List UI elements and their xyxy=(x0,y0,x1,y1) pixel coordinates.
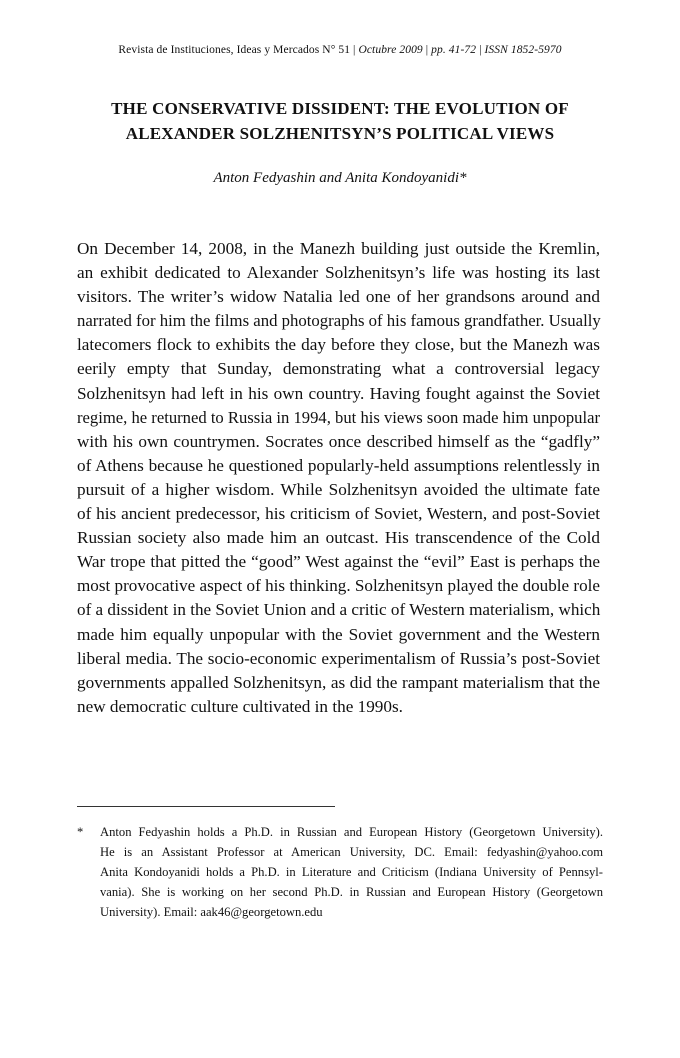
body-line: regime, he returned to Russia in 1994, but his views soon made him unpopular xyxy=(77,407,600,427)
body-line: most provocative aspect of his thinking. Solzhenitsyn played the double role xyxy=(77,576,600,596)
body-line: new democratic culture cultivated in the 1990s. xyxy=(77,696,403,716)
footnote-line: He is an Assistant Professor at American University, DC. Email: fedyashin@yahoo.com xyxy=(100,844,603,859)
body-line: eerily empty that Sunday, demonstrating what a controversial legacy xyxy=(77,359,600,379)
title-line-2: ALEXANDER SOLZHENITSYN’S POLITICAL VIEWS xyxy=(125,124,555,143)
body-line: an exhibit dedicated to Alexander Solzhenitsyn’s life was hosting its last xyxy=(77,263,600,283)
body-line: Russian society also made him an outcast. His transcendence of the Cold xyxy=(77,528,600,548)
body-line: made him equally unpopular with the Soviet government and the Western xyxy=(77,624,600,644)
body-line: narrated for him the films and photographs of his famous grandfather. Usually xyxy=(77,311,601,331)
separator: | xyxy=(350,44,359,56)
body-line: with his own countrymen. Socrates once described himself as the “gadfly” xyxy=(77,431,600,451)
footnote-line: Anton Fedyashin holds a Ph.D. in Russian and European History (Georgetown University). xyxy=(100,825,603,839)
body-line: Solzhenitsyn had left in his own country. Having fought against the Soviet xyxy=(77,383,600,403)
footnote-marker: * xyxy=(77,825,84,839)
running-head xyxy=(0,44,680,56)
body-line: On December 14, 2008, in the Manezh building just outside the Kremlin, xyxy=(77,239,600,258)
body-paragraph xyxy=(77,237,600,719)
footnote-line: Anita Kondoyanidi holds a Ph.D. in Literature and Criticism (Indiana University of Pennsyl- xyxy=(100,864,603,879)
issue-date: Octubre 2009 xyxy=(358,44,423,56)
body-line: visitors. The writer’s widow Natalia led one of her grandsons around and xyxy=(77,287,600,307)
issn: ISSN 1852-5970 xyxy=(484,44,562,56)
body-line: of Athens because he questioned popularly-held assumptions relentlessly in xyxy=(77,455,600,475)
footnote-line: vania). She is working on her second Ph.D. in Russian and European History (Georgetown xyxy=(100,884,603,899)
body-line: War trope that pitted the “good” West against the “evil” East is perhaps the xyxy=(77,552,600,572)
footnote-divider xyxy=(77,806,335,807)
body-line: of a dissident in the Soviet Union and a critic of Western materialism, which xyxy=(77,600,601,620)
body-line: liberal media. The socio-economic experimentalism of Russia’s post-Soviet xyxy=(77,648,600,668)
body-line: of his ancient predecessor, his criticism of Soviet, Western, and post-Soviet xyxy=(77,504,600,524)
authors: Anton Fedyashin and Anita Kondoyanidi* xyxy=(213,170,467,186)
journal-name: Revista de Instituciones, Ideas y Mercados N° 51 xyxy=(118,44,351,56)
footnote-line: University). Email: aak46@georgetown.edu xyxy=(100,904,323,919)
separator: | xyxy=(422,44,432,56)
page-range: pp. 41-72 xyxy=(431,44,477,56)
body-line: latecomers flock to exhibits the day before they close, but the Manezh was xyxy=(77,335,600,355)
article-title xyxy=(60,96,620,146)
separator: | xyxy=(476,44,485,56)
title-line-1: THE CONSERVATIVE DISSIDENT: THE EVOLUTION OF xyxy=(111,99,569,118)
body-line: governments appalled Solzhenitsyn, as did the rampant materialism that the xyxy=(77,672,600,692)
body-line: pursuit of a higher wisdom. While Solzhenitsyn avoided the ultimate fate xyxy=(77,479,600,499)
footnote xyxy=(77,823,603,923)
